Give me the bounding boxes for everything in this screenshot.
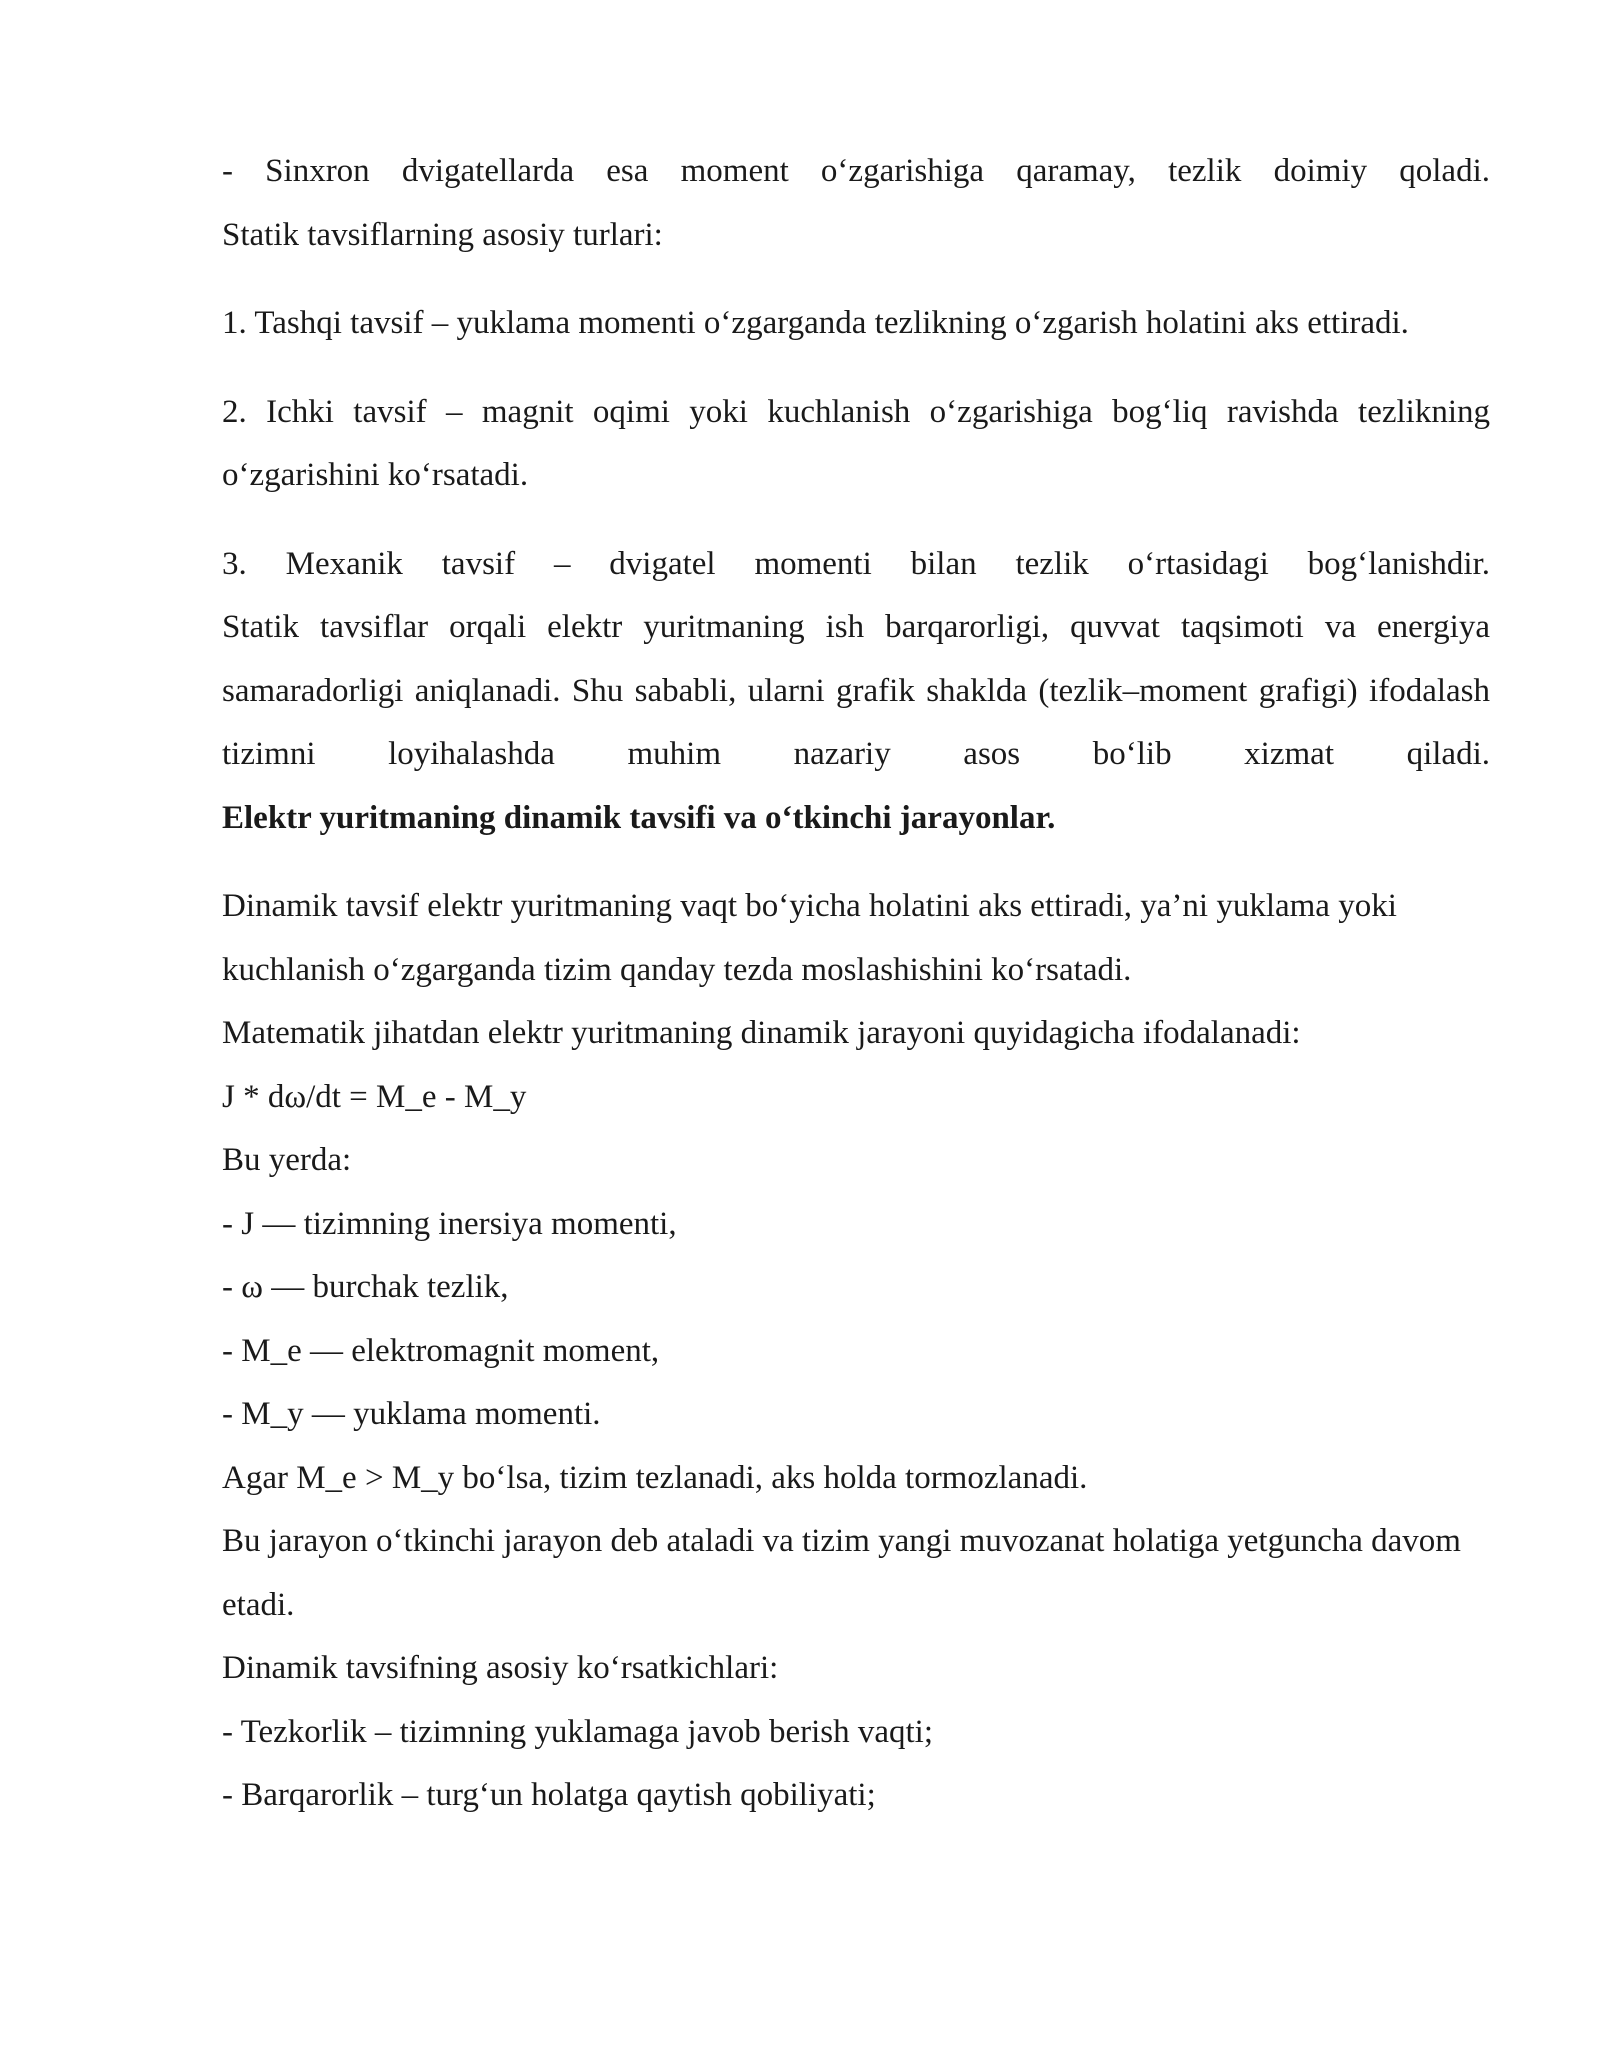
paragraph-synchronous-motors (222, 140, 1490, 267)
definition-item: - ω — burchak tezlik, (222, 1269, 509, 1305)
list-item-internal: 2. Ichki tavsif – magnit oqimi yoki kuchlanish o‘zgarishiga bog‘liq ravishda tezlikning o‘zgarishini ko‘rsatadi. (222, 393, 1490, 493)
section-heading: Elektr yuritmaning dinamik tavsifi va o‘tkinchi jarayonlar. (222, 799, 1056, 836)
list-item-external: 1. Tashqi tavsif – yuklama momenti o‘zgarganda tezlikning o‘zgarish holatini aks ettiradi. (222, 305, 1409, 341)
paragraph-math: Matematik jihatdan elektr yuritmaning dinamik jarayoni quyidagicha ifodalanadi: (222, 1015, 1301, 1051)
text-line: Statik tavsiflar orqali elektr yuritmaning ish barqarorligi, quvvat taqsimoti va energiya samaradorligi aniqlanadi. Shu sababli, ularni grafik shaklda (tezlik–moment grafigi) ifodalash tizimni loyihalashda muhim nazariy asos bo‘lib xizmat qiladi. (222, 609, 1490, 772)
condition-text: Agar M_e > M_y bo‘lsa, tizim tezlanadi, aks holda tormozlanadi. (222, 1459, 1088, 1496)
list-item-mechanical (222, 533, 1490, 851)
definition-item: - J — tizimning inersiya momenti, (222, 1205, 677, 1242)
definition-item: - M_e — elektromagnit moment, (222, 1332, 660, 1369)
transient-text: Bu jarayon o‘tkinchi jarayon deb ataladi va tizim yangi muvozanat holatiga yetguncha davom etadi. (222, 1523, 1461, 1623)
definition-item: - M_y — yuklama momenti. (222, 1396, 601, 1432)
where-label: Bu yerda: (222, 1142, 352, 1178)
indicator-item: - Barqarorlik – turg‘un holatga qaytish qobiliyati; (222, 1777, 876, 1813)
document-page (222, 140, 1490, 1828)
formula: J * dω/dt = M_e - M_y (222, 1078, 527, 1115)
text-line: 3. Mexanik tavsif – dvigatel momenti bilan tezlik o‘rtasidagi bog‘lanishdir. (222, 545, 1490, 582)
indicators-label: Dinamik tavsifning asosiy ko‘rsatkichlari: (222, 1650, 779, 1686)
text-line: Statik tavsiflarning asosiy turlari: (222, 216, 663, 253)
paragraph-dynamic: Dinamik tavsif elektr yuritmaning vaqt bo‘yicha holatini aks ettiradi, ya’ni yuklama yoki kuchlanish o‘zgarganda tizim qanday tezda moslashishini ko‘rsatadi. (222, 888, 1397, 988)
indicator-item: - Tezkorlik – tizimning yuklamaga javob berish vaqti; (222, 1713, 933, 1750)
text-line: - Sinxron dvigatellarda esa moment o‘zgarishiga qaramay, tezlik doimiy qoladi. (222, 153, 1490, 189)
